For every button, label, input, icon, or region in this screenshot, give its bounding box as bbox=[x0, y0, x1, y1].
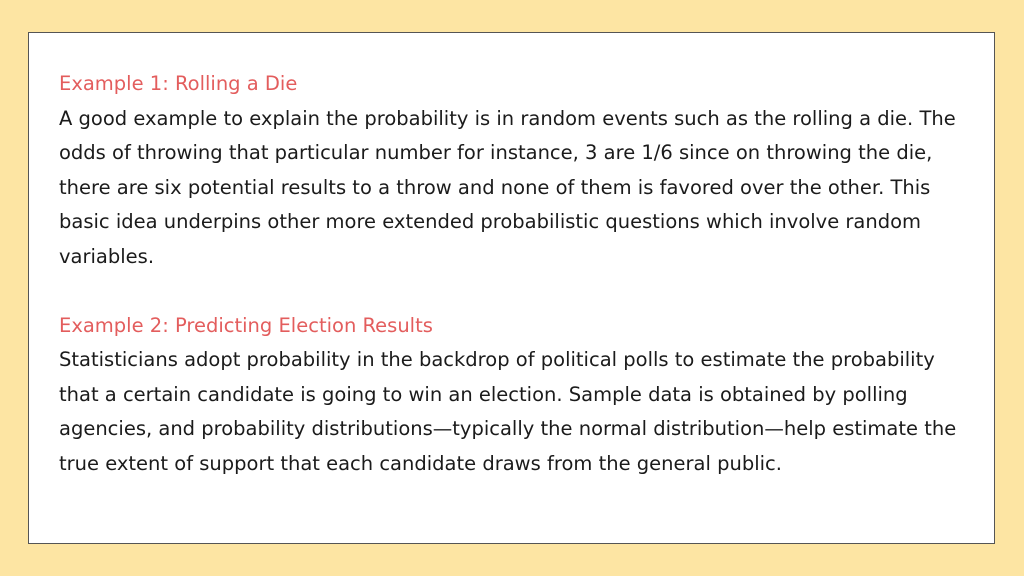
example-2-heading: Example 2: Predicting Election Results bbox=[59, 313, 433, 337]
example-1-text: A good example to explain the probability is in random events such as the rolling a die. The odds of throwing that particular number for instance, 3 are 1/6 since on throwing the die, there are six potential results to a throw and none of them is favored over the other. This basic idea underpins other more extended probabilistic questions which involve random variables. bbox=[59, 106, 956, 268]
example-2-text: Statisticians adopt probability in the backdrop of political polls to estimate the probability that a certain candidate is going to win an election. Sample data is obtained by polling agencies, and probability distributions—typically the normal distribution—help estimate the true extent of support that each candidate draws from the general public. bbox=[59, 348, 957, 475]
example-2-section bbox=[59, 309, 959, 482]
example-1-section bbox=[59, 67, 959, 274]
example-1-heading: Example 1: Rolling a Die bbox=[59, 72, 298, 95]
content-card bbox=[28, 32, 995, 544]
content-body bbox=[59, 67, 959, 481]
